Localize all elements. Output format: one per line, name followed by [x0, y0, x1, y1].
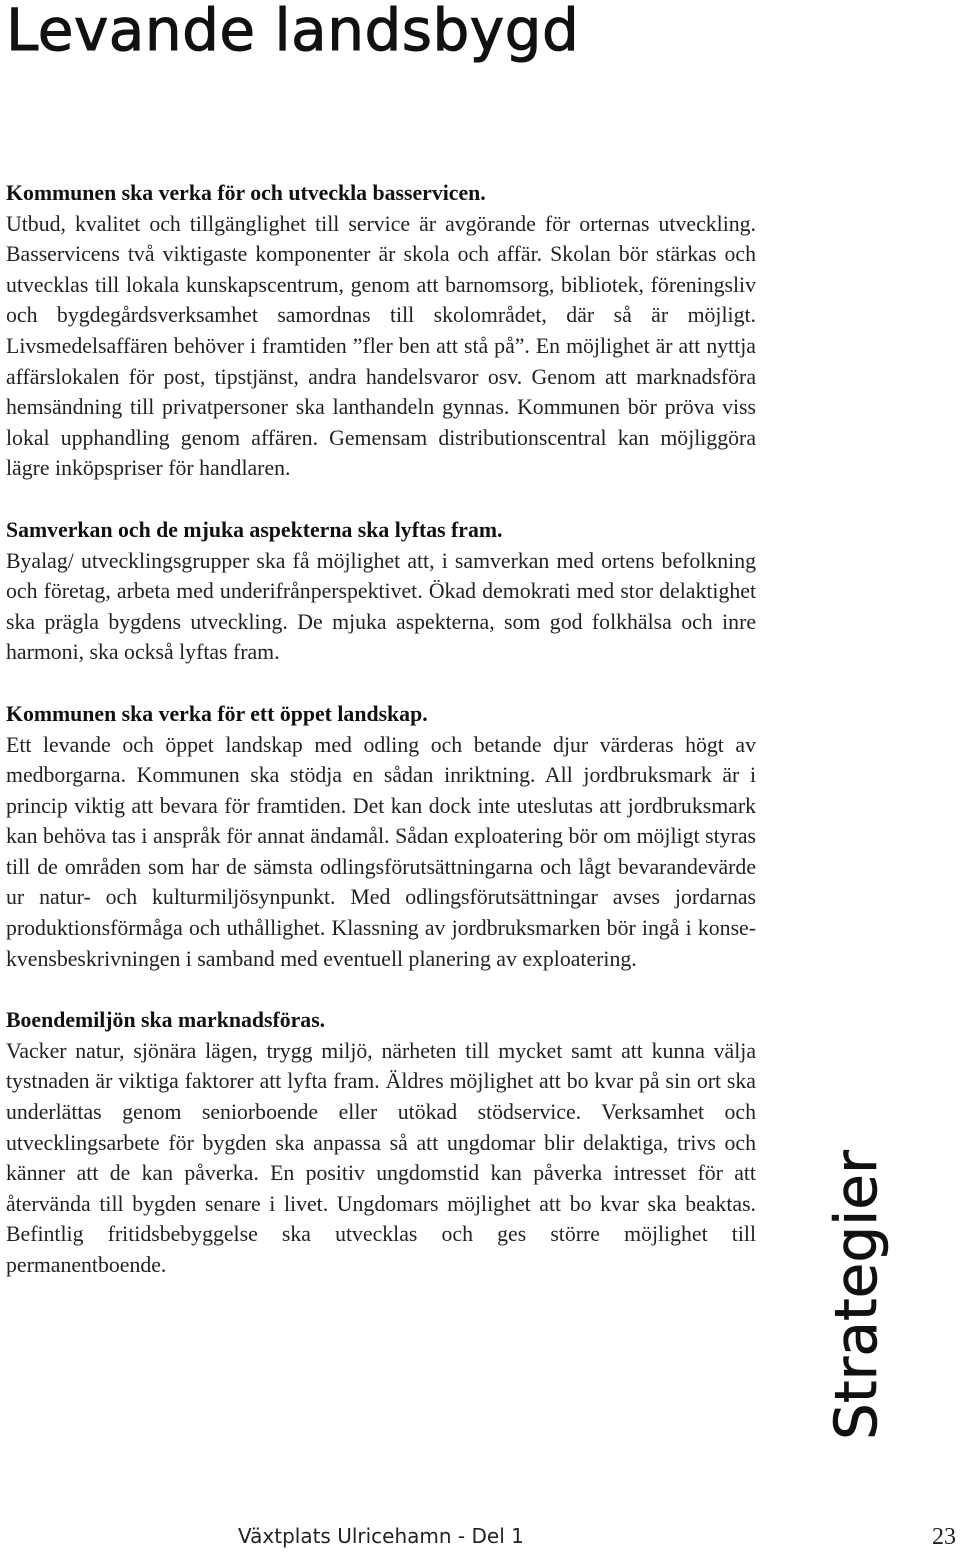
page-number: 23 — [932, 1524, 956, 1550]
section-samverkan — [6, 515, 756, 668]
section-paragraph: Ett levande och öppet landskap med odling och betande djur värderas högt av medborgarna. Kommunen ska stödja en sådan inriktning. All jordbruksmark är i princip viktig att bevara för framtiden. Det kan dock inte uteslutas att jordbruksmark kan behöva tas i anspråk för annat ändamål. Sådan exploatering bör om möjligt styras till de områden som har de sämsta odlingsförutsättningarna och lågt bevarandevärde ur natur- och kulturmiljösynpunkt. Med odlingsförutsättningar avses jordarnas produktionsförmåga och uthållighet. Klassning av jordbruksmarken bör ingå i konsekvensbeskrivningen i samband med eventuell planering av exploatering. — [6, 732, 756, 971]
section-boendemiljo — [6, 1005, 756, 1280]
section-heading: Kommunen ska verka för och utveckla basservicen. — [6, 181, 486, 205]
section-paragraph: Byalag/ utvecklingsgrupper ska få möjlighet att, i samverkan med ortens befolkning och företag, arbeta med underifrånperspektivet. Ökad demokrati med stor delaktighet ska prägla bygdens utveckling. De mjuka aspekterna, som god folkhälsa och inre harmoni, ska också lyftas fram. — [6, 548, 756, 665]
section-basservice — [6, 178, 756, 484]
document-body — [6, 178, 756, 1312]
section-paragraph: Utbud, kvalitet och tillgänglighet till service är avgörande för orternas utveckling. Basservicens två viktigaste komponenter är skola och affär. Skolan bör stärkas och utvecklas till lokala kunskapscentrum, genom att barnomsorg, bibliotek, föreningsliv och bygdegårdsverksamhet samordnas till skolområdet, där så är möjligt. Livsmedelsaffären behöver i framtiden ”fler ben att stå på”. En möjlighet är att nyttja affärslokalen för post, tipstjänst, andra handelsvaror osv. Genom att marknadsföra hemsändning till privatpersoner ska lanthandeln gynnas. Kommunen bör pröva viss lokal upphandling genom affären. Gemensam distributionscentral kan möjliggöra lägre inköpspriser för handlaren. — [6, 211, 756, 481]
section-heading: Kommunen ska verka för ett öppet landskap. — [6, 701, 428, 726]
page-title: Levande landsbygd — [6, 0, 580, 64]
section-paragraph: Vacker natur, sjönära lägen, trygg miljö, närheten till mycket samt att kunna välja tystnaden är viktiga faktorer att lyfta fram. Äldres möjlighet att bo kvar på sin ort ska underlättas genom seniorboende eller utökad stödservice. Verksamhet och utvecklingsarbete för bygden ska anpassa så att ungdomar blir delaktiga, trivs och känner att de kan påverka. En positiv ungdomstid kan påverka intresset för att återvända till bygden senare i livet. Ungdomars möjlighet att bo kvar ska beaktas. Befintlig fritidsbebyggelse ska utvecklas och ges större möjlighet till permanentboende. — [6, 1038, 756, 1277]
side-label-strategier: Strategier — [822, 1150, 890, 1440]
section-heading: Samverkan och de mjuka aspekterna ska lyftas fram. — [6, 517, 503, 542]
section-landskap — [6, 699, 756, 974]
page-footer: Växtplats Ulricehamn - Del 1 — [238, 1524, 524, 1548]
section-heading: Boendemiljön ska marknadsföras. — [6, 1008, 326, 1033]
